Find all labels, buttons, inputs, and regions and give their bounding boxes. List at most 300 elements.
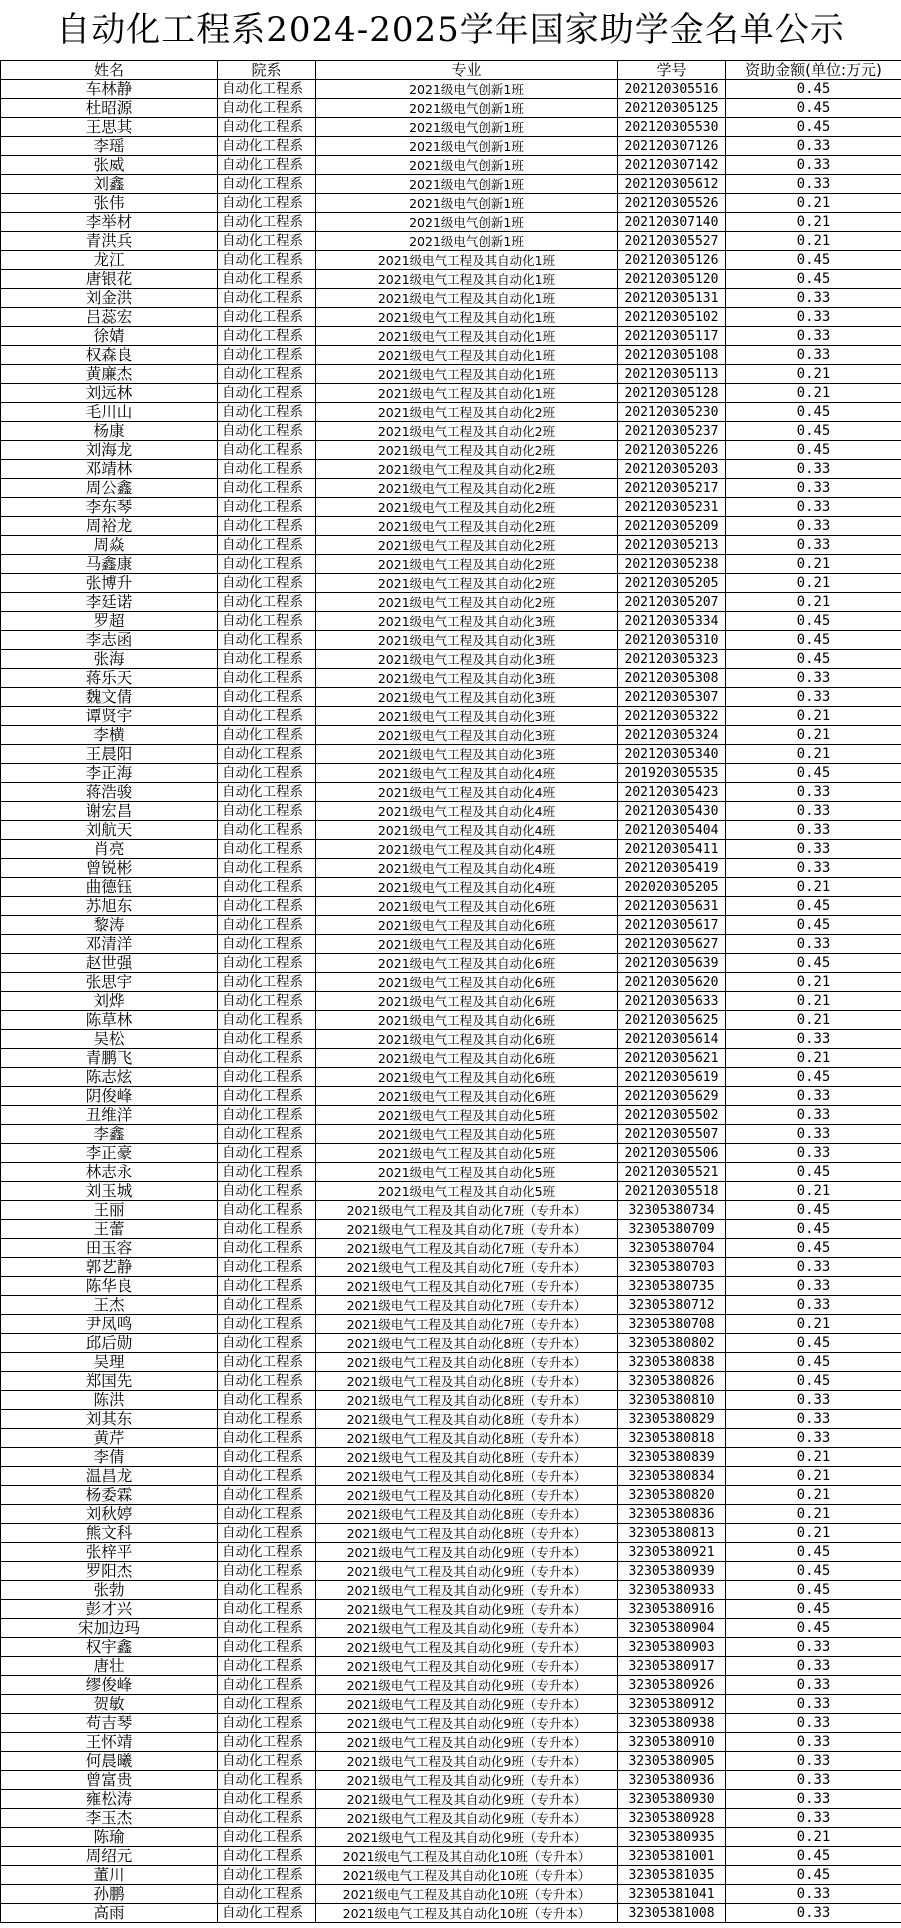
table-row — [1, 498, 901, 517]
cell-department: 自动化工程系 — [218, 574, 316, 593]
table-row — [1, 1030, 901, 1049]
cell-department: 自动化工程系 — [218, 555, 316, 574]
cell-name: 权宇鑫 — [1, 1638, 218, 1657]
cell-major: 2021级电气工程及其自动化9班（专升本） — [316, 1752, 618, 1771]
table-row — [1, 137, 901, 156]
cell-amount: 0.21 — [726, 1828, 901, 1847]
cell-amount: 0.45 — [726, 1201, 901, 1220]
table-row — [1, 935, 901, 954]
cell-department: 自动化工程系 — [218, 1885, 316, 1904]
cell-amount: 0.45 — [726, 80, 901, 99]
cell-department: 自动化工程系 — [218, 1106, 316, 1125]
cell-department: 自动化工程系 — [218, 1562, 316, 1581]
cell-name: 李正豪 — [1, 1144, 218, 1163]
cell-student-id: 32305380928 — [618, 1809, 726, 1828]
cell-major: 2021级电气工程及其自动化9班（专升本） — [316, 1619, 618, 1638]
cell-name: 刘鑫 — [1, 175, 218, 194]
cell-department: 自动化工程系 — [218, 1543, 316, 1562]
cell-major: 2021级电气工程及其自动化9班（专升本） — [316, 1638, 618, 1657]
cell-name: 唐壮 — [1, 1657, 218, 1676]
cell-student-id: 32305380921 — [618, 1543, 726, 1562]
cell-major: 2021级电气工程及其自动化4班 — [316, 840, 618, 859]
cell-amount: 0.45 — [726, 422, 901, 441]
cell-name: 毛川山 — [1, 403, 218, 422]
table-row — [1, 1771, 901, 1790]
cell-department: 自动化工程系 — [218, 1676, 316, 1695]
cell-student-id: 32305380836 — [618, 1505, 726, 1524]
cell-student-id: 202120305113 — [618, 365, 726, 384]
table-row — [1, 764, 901, 783]
cell-student-id: 202120305625 — [618, 1011, 726, 1030]
cell-name: 林志永 — [1, 1163, 218, 1182]
cell-major: 2021级电气工程及其自动化8班（专升本） — [316, 1391, 618, 1410]
cell-amount: 0.33 — [726, 1429, 901, 1448]
cell-name: 黄廉杰 — [1, 365, 218, 384]
cell-amount: 0.45 — [726, 1334, 901, 1353]
table-row — [1, 1543, 901, 1562]
cell-amount: 0.33 — [726, 479, 901, 498]
table-row — [1, 1885, 901, 1904]
cell-department: 自动化工程系 — [218, 99, 316, 118]
table-row — [1, 403, 901, 422]
cell-major: 2021级电气工程及其自动化7班（专升本） — [316, 1201, 618, 1220]
cell-amount: 0.45 — [726, 1600, 901, 1619]
cell-major: 2021级电气工程及其自动化3班 — [316, 688, 618, 707]
table-row — [1, 1277, 901, 1296]
cell-department: 自动化工程系 — [218, 1904, 316, 1923]
cell-department: 自动化工程系 — [218, 1429, 316, 1448]
cell-amount: 0.45 — [726, 764, 901, 783]
cell-student-id: 32305380839 — [618, 1448, 726, 1467]
cell-name: 张博升 — [1, 574, 218, 593]
table-row — [1, 1258, 901, 1277]
cell-name: 罗阳杰 — [1, 1562, 218, 1581]
cell-department: 自动化工程系 — [218, 916, 316, 935]
cell-name: 杨委霖 — [1, 1486, 218, 1505]
cell-student-id: 202120305506 — [618, 1144, 726, 1163]
cell-student-id: 32305380829 — [618, 1410, 726, 1429]
cell-major: 2021级电气工程及其自动化5班 — [316, 1106, 618, 1125]
cell-amount: 0.33 — [726, 1904, 901, 1923]
cell-amount: 0.33 — [726, 137, 901, 156]
table-row — [1, 612, 901, 631]
table-row — [1, 1391, 901, 1410]
cell-major: 2021级电气工程及其自动化7班（专升本） — [316, 1239, 618, 1258]
cell-student-id: 202120305614 — [618, 1030, 726, 1049]
cell-amount: 0.33 — [726, 669, 901, 688]
cell-name: 何晨曦 — [1, 1752, 218, 1771]
table-row — [1, 1790, 901, 1809]
cell-department: 自动化工程系 — [218, 1353, 316, 1372]
cell-major: 2021级电气工程及其自动化1班 — [316, 270, 618, 289]
cell-name: 王怀靖 — [1, 1733, 218, 1752]
cell-department: 自动化工程系 — [218, 1163, 316, 1182]
cell-department: 自动化工程系 — [218, 1771, 316, 1790]
cell-major: 2021级电气工程及其自动化5班 — [316, 1144, 618, 1163]
cell-name: 黄芹 — [1, 1429, 218, 1448]
cell-department: 自动化工程系 — [218, 194, 316, 213]
cell-name: 张思宇 — [1, 973, 218, 992]
cell-student-id: 32305380734 — [618, 1201, 726, 1220]
cell-major: 2021级电气工程及其自动化1班 — [316, 289, 618, 308]
cell-name: 刘海龙 — [1, 441, 218, 460]
cell-amount: 0.33 — [726, 1714, 901, 1733]
cell-student-id: 202120305627 — [618, 935, 726, 954]
cell-name: 李东琴 — [1, 498, 218, 517]
cell-name: 赵世强 — [1, 954, 218, 973]
cell-department: 自动化工程系 — [218, 1828, 316, 1847]
cell-student-id: 202120305526 — [618, 194, 726, 213]
cell-amount: 0.33 — [726, 840, 901, 859]
cell-amount: 0.33 — [726, 1676, 901, 1695]
table-row — [1, 1334, 901, 1353]
cell-department: 自动化工程系 — [218, 403, 316, 422]
cell-student-id: 202120305237 — [618, 422, 726, 441]
cell-department: 自动化工程系 — [218, 935, 316, 954]
cell-major: 2021级电气工程及其自动化7班（专升本） — [316, 1277, 618, 1296]
table-row — [1, 1144, 901, 1163]
cell-department: 自动化工程系 — [218, 346, 316, 365]
cell-name: 杨康 — [1, 422, 218, 441]
table-row — [1, 916, 901, 935]
cell-name: 温昌龙 — [1, 1467, 218, 1486]
cell-name: 彭才兴 — [1, 1600, 218, 1619]
cell-amount: 0.33 — [726, 1144, 901, 1163]
cell-amount: 0.21 — [726, 1486, 901, 1505]
cell-name: 张海 — [1, 650, 218, 669]
cell-name: 蒋浩骏 — [1, 783, 218, 802]
table-row — [1, 1163, 901, 1182]
cell-name: 周裕龙 — [1, 517, 218, 536]
cell-major: 2021级电气工程及其自动化6班 — [316, 1068, 618, 1087]
cell-student-id: 202120305419 — [618, 859, 726, 878]
cell-major: 2021级电气工程及其自动化8班（专升本） — [316, 1372, 618, 1391]
cell-student-id: 202120305619 — [618, 1068, 726, 1087]
table-row — [1, 1239, 901, 1258]
cell-student-id: 32305381041 — [618, 1885, 726, 1904]
cell-department: 自动化工程系 — [218, 992, 316, 1011]
cell-amount: 0.21 — [726, 213, 901, 232]
table-row — [1, 555, 901, 574]
cell-name: 车林静 — [1, 80, 218, 99]
cell-major: 2021级电气工程及其自动化4班 — [316, 783, 618, 802]
cell-department: 自动化工程系 — [218, 213, 316, 232]
cell-department: 自动化工程系 — [218, 726, 316, 745]
cell-major: 2021级电气工程及其自动化9班（专升本） — [316, 1733, 618, 1752]
cell-department: 自动化工程系 — [218, 612, 316, 631]
cell-name: 刘玉城 — [1, 1182, 218, 1201]
cell-department: 自动化工程系 — [218, 1182, 316, 1201]
cell-student-id: 32305380933 — [618, 1581, 726, 1600]
header-major: 专业 — [316, 61, 618, 80]
table-row — [1, 650, 901, 669]
table-row — [1, 1182, 901, 1201]
table-row — [1, 1524, 901, 1543]
cell-major: 2021级电气工程及其自动化10班（专升本） — [316, 1885, 618, 1904]
cell-student-id: 202120305126 — [618, 251, 726, 270]
cell-name: 陈洪 — [1, 1391, 218, 1410]
cell-name: 蒋乐天 — [1, 669, 218, 688]
cell-name: 曾锐彬 — [1, 859, 218, 878]
cell-student-id: 202120305217 — [618, 479, 726, 498]
table-row — [1, 517, 901, 536]
table-row — [1, 175, 901, 194]
cell-amount: 0.33 — [726, 289, 901, 308]
cell-department: 自动化工程系 — [218, 1239, 316, 1258]
cell-student-id: 202120305322 — [618, 707, 726, 726]
cell-student-id: 32305380813 — [618, 1524, 726, 1543]
cell-name: 唐银花 — [1, 270, 218, 289]
cell-name: 刘秋婷 — [1, 1505, 218, 1524]
cell-major: 2021级电气工程及其自动化8班（专升本） — [316, 1448, 618, 1467]
cell-major: 2021级电气工程及其自动化6班 — [316, 992, 618, 1011]
cell-name: 李正海 — [1, 764, 218, 783]
cell-major: 2021级电气创新1班 — [316, 232, 618, 251]
cell-department: 自动化工程系 — [218, 954, 316, 973]
cell-department: 自动化工程系 — [218, 802, 316, 821]
cell-amount: 0.21 — [726, 726, 901, 745]
cell-student-id: 202120305102 — [618, 308, 726, 327]
cell-name: 丑维洋 — [1, 1106, 218, 1125]
cell-name: 宋加边玛 — [1, 1619, 218, 1638]
table-row — [1, 1087, 901, 1106]
cell-student-id: 32305380916 — [618, 1600, 726, 1619]
table-row — [1, 1600, 901, 1619]
cell-name: 谢宏昌 — [1, 802, 218, 821]
cell-student-id: 202120305518 — [618, 1182, 726, 1201]
cell-department: 自动化工程系 — [218, 688, 316, 707]
cell-amount: 0.33 — [726, 498, 901, 517]
cell-major: 2021级电气工程及其自动化3班 — [316, 745, 618, 764]
cell-major: 2021级电气工程及其自动化8班（专升本） — [316, 1467, 618, 1486]
cell-major: 2021级电气工程及其自动化4班 — [316, 764, 618, 783]
cell-department: 自动化工程系 — [218, 1372, 316, 1391]
cell-name: 徐婧 — [1, 327, 218, 346]
cell-major: 2021级电气工程及其自动化6班 — [316, 973, 618, 992]
table-row — [1, 536, 901, 555]
cell-name: 李瑶 — [1, 137, 218, 156]
cell-student-id: 32305380704 — [618, 1239, 726, 1258]
cell-student-id: 202120307126 — [618, 137, 726, 156]
cell-student-id: 202120305507 — [618, 1125, 726, 1144]
cell-amount: 0.45 — [726, 441, 901, 460]
cell-name: 龙江 — [1, 251, 218, 270]
cell-department: 自动化工程系 — [218, 536, 316, 555]
cell-amount: 0.33 — [726, 1638, 901, 1657]
cell-department: 自动化工程系 — [218, 1581, 316, 1600]
cell-major: 2021级电气工程及其自动化7班（专升本） — [316, 1315, 618, 1334]
cell-major: 2021级电气工程及其自动化6班 — [316, 916, 618, 935]
table-row — [1, 1296, 901, 1315]
cell-student-id: 32305380834 — [618, 1467, 726, 1486]
cell-department: 自动化工程系 — [218, 650, 316, 669]
grant-table — [0, 60, 901, 1923]
cell-name: 郭艺静 — [1, 1258, 218, 1277]
table-row — [1, 289, 901, 308]
cell-department: 自动化工程系 — [218, 1638, 316, 1657]
cell-major: 2021级电气工程及其自动化9班（专升本） — [316, 1695, 618, 1714]
cell-major: 2021级电气工程及其自动化3班 — [316, 707, 618, 726]
table-row — [1, 1866, 901, 1885]
cell-department: 自动化工程系 — [218, 80, 316, 99]
table-row — [1, 1372, 901, 1391]
cell-major: 2021级电气工程及其自动化1班 — [316, 384, 618, 403]
table-row — [1, 1676, 901, 1695]
table-row — [1, 1505, 901, 1524]
cell-major: 2021级电气工程及其自动化9班（专升本） — [316, 1714, 618, 1733]
cell-amount: 0.45 — [726, 1562, 901, 1581]
cell-student-id: 32305381008 — [618, 1904, 726, 1923]
cell-department: 自动化工程系 — [218, 137, 316, 156]
cell-department: 自动化工程系 — [218, 1410, 316, 1429]
cell-student-id: 32305380926 — [618, 1676, 726, 1695]
table-row — [1, 688, 901, 707]
cell-student-id: 202120305213 — [618, 536, 726, 555]
cell-major: 2021级电气工程及其自动化9班（专升本） — [316, 1600, 618, 1619]
cell-department: 自动化工程系 — [218, 707, 316, 726]
cell-student-id: 202120305310 — [618, 631, 726, 650]
cell-department: 自动化工程系 — [218, 1600, 316, 1619]
table-row — [1, 726, 901, 745]
table-row — [1, 1201, 901, 1220]
cell-department: 自动化工程系 — [218, 1030, 316, 1049]
cell-department: 自动化工程系 — [218, 251, 316, 270]
cell-amount: 0.45 — [726, 251, 901, 270]
cell-major: 2021级电气工程及其自动化7班（专升本） — [316, 1220, 618, 1239]
cell-amount: 0.45 — [726, 1847, 901, 1866]
cell-major: 2021级电气工程及其自动化1班 — [316, 251, 618, 270]
cell-department: 自动化工程系 — [218, 1087, 316, 1106]
cell-student-id: 202120307140 — [618, 213, 726, 232]
cell-amount: 0.45 — [726, 1068, 901, 1087]
cell-major: 2021级电气工程及其自动化7班（专升本） — [316, 1258, 618, 1277]
cell-student-id: 202120305502 — [618, 1106, 726, 1125]
cell-amount: 0.33 — [726, 1809, 901, 1828]
cell-amount: 0.33 — [726, 1752, 901, 1771]
cell-major: 2021级电气工程及其自动化2班 — [316, 422, 618, 441]
cell-amount: 0.33 — [726, 175, 901, 194]
table-row — [1, 707, 901, 726]
cell-major: 2021级电气工程及其自动化3班 — [316, 631, 618, 650]
cell-amount: 0.45 — [726, 1163, 901, 1182]
cell-student-id: 201920305535 — [618, 764, 726, 783]
table-row — [1, 1106, 901, 1125]
table-header-row — [1, 61, 901, 80]
cell-amount: 0.33 — [726, 1771, 901, 1790]
cell-major: 2021级电气工程及其自动化2班 — [316, 536, 618, 555]
cell-major: 2021级电气工程及其自动化1班 — [316, 327, 618, 346]
cell-department: 自动化工程系 — [218, 859, 316, 878]
cell-major: 2021级电气工程及其自动化9班（专升本） — [316, 1790, 618, 1809]
header-name: 姓名 — [1, 61, 218, 80]
cell-amount: 0.45 — [726, 1866, 901, 1885]
cell-student-id: 32305380820 — [618, 1486, 726, 1505]
cell-name: 李志函 — [1, 631, 218, 650]
cell-student-id: 202120305617 — [618, 916, 726, 935]
cell-student-id: 202120305516 — [618, 80, 726, 99]
table-row — [1, 1068, 901, 1087]
cell-amount: 0.33 — [726, 1087, 901, 1106]
cell-department: 自动化工程系 — [218, 1220, 316, 1239]
cell-name: 罗超 — [1, 612, 218, 631]
cell-amount: 0.21 — [726, 593, 901, 612]
cell-name: 肖亮 — [1, 840, 218, 859]
cell-student-id: 32305380735 — [618, 1277, 726, 1296]
cell-department: 自动化工程系 — [218, 1657, 316, 1676]
cell-name: 苏旭东 — [1, 897, 218, 916]
cell-student-id: 202120305633 — [618, 992, 726, 1011]
cell-department: 自动化工程系 — [218, 1752, 316, 1771]
cell-department: 自动化工程系 — [218, 441, 316, 460]
cell-department: 自动化工程系 — [218, 821, 316, 840]
cell-major: 2021级电气创新1班 — [316, 80, 618, 99]
cell-name: 熊文科 — [1, 1524, 218, 1543]
cell-name: 吕蕊宏 — [1, 308, 218, 327]
cell-major: 2021级电气工程及其自动化8班（专升本） — [316, 1410, 618, 1429]
cell-student-id: 202120305108 — [618, 346, 726, 365]
cell-name: 刘金洪 — [1, 289, 218, 308]
cell-student-id: 32305380938 — [618, 1714, 726, 1733]
cell-student-id: 202120305231 — [618, 498, 726, 517]
cell-name: 邓清洋 — [1, 935, 218, 954]
table-row — [1, 802, 901, 821]
cell-student-id: 202120305430 — [618, 802, 726, 821]
table-row — [1, 1733, 901, 1752]
cell-department: 自动化工程系 — [218, 270, 316, 289]
cell-department: 自动化工程系 — [218, 289, 316, 308]
table-row — [1, 1410, 901, 1429]
cell-amount: 0.33 — [726, 859, 901, 878]
cell-amount: 0.45 — [726, 1543, 901, 1562]
cell-amount: 0.21 — [726, 194, 901, 213]
cell-student-id: 32305380903 — [618, 1638, 726, 1657]
cell-department: 自动化工程系 — [218, 1068, 316, 1087]
cell-department: 自动化工程系 — [218, 669, 316, 688]
cell-major: 2021级电气工程及其自动化4班 — [316, 802, 618, 821]
cell-student-id: 32305380838 — [618, 1353, 726, 1372]
cell-department: 自动化工程系 — [218, 232, 316, 251]
table-row — [1, 821, 901, 840]
table-row — [1, 1752, 901, 1771]
cell-major: 2021级电气工程及其自动化9班（专升本） — [316, 1562, 618, 1581]
cell-amount: 0.33 — [726, 1296, 901, 1315]
table-row — [1, 840, 901, 859]
cell-name: 陈瑜 — [1, 1828, 218, 1847]
cell-amount: 0.45 — [726, 631, 901, 650]
cell-name: 谭贤宇 — [1, 707, 218, 726]
cell-name: 张梓平 — [1, 1543, 218, 1562]
cell-major: 2021级电气工程及其自动化6班 — [316, 1030, 618, 1049]
table-row — [1, 669, 901, 688]
cell-student-id: 32305380936 — [618, 1771, 726, 1790]
cell-name: 李横 — [1, 726, 218, 745]
cell-department: 自动化工程系 — [218, 1619, 316, 1638]
cell-name: 吴松 — [1, 1030, 218, 1049]
cell-amount: 0.45 — [726, 954, 901, 973]
cell-department: 自动化工程系 — [218, 1144, 316, 1163]
cell-department: 自动化工程系 — [218, 498, 316, 517]
cell-amount: 0.33 — [726, 935, 901, 954]
cell-student-id: 32305380930 — [618, 1790, 726, 1809]
cell-major: 2021级电气工程及其自动化9班（专升本） — [316, 1676, 618, 1695]
table-row — [1, 251, 901, 270]
cell-name: 张威 — [1, 156, 218, 175]
cell-major: 2021级电气工程及其自动化3班 — [316, 650, 618, 669]
cell-amount: 0.33 — [726, 688, 901, 707]
cell-name: 刘远林 — [1, 384, 218, 403]
cell-major: 2021级电气工程及其自动化9班（专升本） — [316, 1543, 618, 1562]
table-row — [1, 954, 901, 973]
